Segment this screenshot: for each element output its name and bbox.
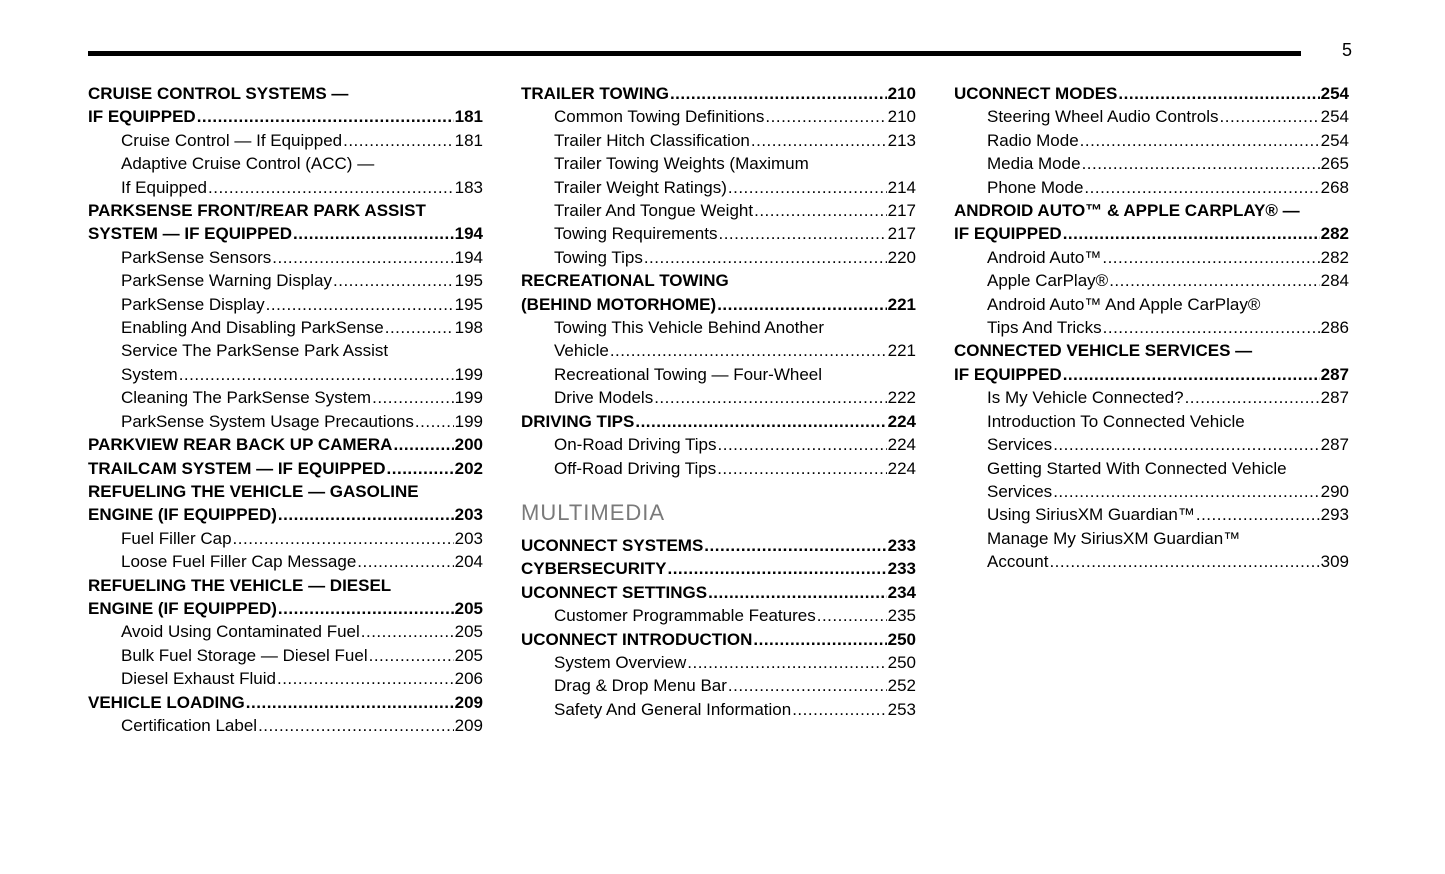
page-ref: 309 [1320, 552, 1349, 572]
toc-entry-uconnect-settings[interactable]: UCONNECT SETTINGS ..... 234 [521, 581, 916, 604]
page-ref: 233 [887, 559, 916, 579]
toc-entry-manage-siriusxm-guardian[interactable]: Manage My SiriusXM Guardian™ Account ..... 309 [954, 527, 1349, 574]
toc-column-3 [954, 82, 1349, 574]
page-ref: 290 [1320, 481, 1349, 501]
toc-entry-cruise-control-systems[interactable]: CRUISE CONTROL SYSTEMS — IF EQUIPPED ..... 181 [88, 82, 483, 129]
page-ref: 209 [454, 692, 483, 712]
toc-entry-intro-connected-vehicle-services[interactable]: Introduction To Connected Vehicle Services ..... 287 [954, 410, 1349, 457]
page-ref: 287 [1320, 388, 1349, 408]
toc-entry-recreational-towing-4wd[interactable]: Recreational Towing — Four-Wheel Drive Models ..... 222 [521, 363, 916, 410]
header-rule [88, 51, 1301, 56]
toc-entry-recreational-towing[interactable]: RECREATIONAL TOWING (BEHIND MOTORHOME) ..... 221 [521, 269, 916, 316]
page-ref: 250 [887, 629, 916, 649]
toc-entry-parksense-warning-display[interactable]: ParkSense Warning Display ..... 195 [88, 269, 483, 292]
toc-entry-off-road-driving-tips[interactable]: Off-Road Driving Tips ..... 224 [521, 457, 916, 480]
toc-entry-trailer-hitch-classification[interactable]: Trailer Hitch Classification ..... 213 [521, 129, 916, 152]
page-ref: 265 [1320, 154, 1349, 174]
page-ref: 250 [887, 652, 916, 672]
toc-entry-driving-tips[interactable]: DRIVING TIPS ..... 224 [521, 410, 916, 433]
toc-entry-media-mode[interactable]: Media Mode ..... 265 [954, 152, 1349, 175]
page-ref: 200 [454, 435, 483, 455]
toc-entry-service-parksense[interactable]: Service The ParkSense Park Assist System ..... 199 [88, 339, 483, 386]
toc-column-2 [521, 82, 916, 721]
toc-entry-android-auto[interactable]: Android Auto™ ..... 282 [954, 246, 1349, 269]
toc-entry-adaptive-cruise-control[interactable]: Adaptive Cruise Control (ACC) — If Equipped ..... 183 [88, 152, 483, 199]
toc-entry-customer-programmable-features[interactable]: Customer Programmable Features ..... 235 [521, 604, 916, 627]
page-ref: 195 [454, 294, 483, 314]
page-ref: 224 [887, 411, 916, 431]
page-ref: 234 [887, 582, 916, 602]
toc-entry-cybersecurity[interactable]: CYBERSECURITY ..... 233 [521, 557, 916, 580]
toc-entry-certification-label[interactable]: Certification Label ..... 209 [88, 714, 483, 737]
page-ref: 209 [454, 715, 483, 735]
toc-entry-phone-mode[interactable]: Phone Mode ..... 268 [954, 176, 1349, 199]
page-ref: 293 [1320, 505, 1349, 525]
toc-entry-parksense-display[interactable]: ParkSense Display ..... 195 [88, 293, 483, 316]
toc-entry-parksense-park-assist[interactable]: PARKSENSE FRONT/REAR PARK ASSIST SYSTEM — IF EQUIPPED ..... 194 [88, 199, 483, 246]
page-ref: 233 [887, 535, 916, 555]
toc-entry-drag-drop-menu-bar[interactable]: Drag & Drop Menu Bar ..... 252 [521, 674, 916, 697]
toc-entry-cleaning-parksense[interactable]: Cleaning The ParkSense System ..... 199 [88, 386, 483, 409]
page-ref: 205 [454, 622, 483, 642]
page-ref: 203 [454, 528, 483, 548]
page-ref: 198 [454, 318, 483, 338]
toc-entry-safety-general-information[interactable]: Safety And General Information ..... 253 [521, 698, 916, 721]
page-ref: 206 [454, 669, 483, 689]
section-heading-multimedia: MULTIMEDIA [521, 499, 666, 525]
toc-entry-common-towing-definitions[interactable]: Common Towing Definitions ..... 210 [521, 105, 916, 128]
toc-entry-connected-vehicle-services[interactable]: CONNECTED VEHICLE SERVICES — IF EQUIPPED ..... 287 [954, 339, 1349, 386]
toc-entry-fuel-filler-cap[interactable]: Fuel Filler Cap ..... 203 [88, 527, 483, 550]
toc-entry-apple-carplay[interactable]: Apple CarPlay® ..... 284 [954, 269, 1349, 292]
toc-entry-diesel-exhaust-fluid[interactable]: Diesel Exhaust Fluid ..... 206 [88, 667, 483, 690]
toc-entry-towing-tips[interactable]: Towing Tips ..... 220 [521, 246, 916, 269]
page-ref: 221 [887, 341, 916, 361]
page-ref: 254 [1320, 107, 1349, 127]
toc-entry-radio-mode[interactable]: Radio Mode ..... 254 [954, 129, 1349, 152]
toc-entry-refueling-diesel[interactable]: REFUELING THE VEHICLE — DIESEL ENGINE (IF EQUIPPED) ..... 205 [88, 574, 483, 621]
toc-entry-uconnect-introduction[interactable]: UCONNECT INTRODUCTION ..... 250 [521, 628, 916, 651]
page-ref: 213 [887, 130, 916, 150]
page-ref: 183 [454, 177, 483, 197]
page-ref: 205 [454, 645, 483, 665]
toc-entry-uconnect-systems[interactable]: UCONNECT SYSTEMS ..... 233 [521, 534, 916, 557]
page-ref: 284 [1320, 271, 1349, 291]
page-ref: 254 [1320, 84, 1349, 103]
toc-entry-android-auto-apple-carplay[interactable]: ANDROID AUTO™ & APPLE CARPLAY® — IF EQUIPPED ..... 282 [954, 199, 1349, 246]
toc-entry-using-siriusxm-guardian[interactable]: Using SiriusXM Guardian™ ..... 293 [954, 503, 1349, 526]
toc-entry-cruise-control[interactable]: Cruise Control — If Equipped ..... 181 [88, 129, 483, 152]
toc-entry-trailer-towing[interactable]: TRAILER TOWING ..... 210 [521, 82, 916, 105]
page-ref: 224 [887, 435, 916, 455]
page-ref: 254 [1320, 130, 1349, 150]
page-ref: 217 [887, 224, 916, 244]
toc-entry-steering-wheel-audio-controls[interactable]: Steering Wheel Audio Controls ..... 254 [954, 105, 1349, 128]
page-ref: 252 [887, 676, 916, 696]
page-ref: 199 [454, 388, 483, 408]
page-ref: 203 [454, 505, 483, 525]
page-ref: 222 [887, 388, 916, 408]
page-ref: 282 [1320, 247, 1349, 267]
toc-column-1 [88, 82, 483, 737]
page-ref: 181 [454, 107, 483, 127]
page-ref: 235 [887, 606, 916, 626]
toc-entry-parksense-sensors[interactable]: ParkSense Sensors ..... 194 [88, 246, 483, 269]
toc-entry-android-carplay-tips[interactable]: Android Auto™ And Apple CarPlay® Tips And Tricks ..... 286 [954, 293, 1349, 340]
page-ref: 202 [454, 458, 483, 478]
toc-entry-is-my-vehicle-connected[interactable]: Is My Vehicle Connected? ..... 287 [954, 386, 1349, 409]
page-ref: 286 [1320, 318, 1349, 338]
toc-entry-enabling-disabling-parksense[interactable]: Enabling And Disabling ParkSense ..... 198 [88, 316, 483, 339]
toc-entry-loose-fuel-filler-cap[interactable]: Loose Fuel Filler Cap Message ..... 204 [88, 550, 483, 573]
page-ref: 204 [454, 552, 483, 572]
toc-entry-parksense-precautions[interactable]: ParkSense System Usage Precautions ..... 199 [88, 410, 483, 433]
toc-entry-vehicle-loading[interactable]: VEHICLE LOADING ..... 209 [88, 691, 483, 714]
toc-entry-getting-started-connected-vehicle[interactable]: Getting Started With Connected Vehicle Services ..... 290 [954, 457, 1349, 504]
page-ref: 214 [887, 177, 916, 197]
page-ref: 199 [454, 411, 483, 431]
page-ref: 220 [887, 247, 916, 267]
toc-entry-trailer-tongue-weight[interactable]: Trailer And Tongue Weight ..... 217 [521, 199, 916, 222]
page-ref: 268 [1320, 177, 1349, 197]
toc-entry-system-overview[interactable]: System Overview ..... 250 [521, 651, 916, 674]
page-ref: 181 [454, 130, 483, 150]
page-ref: 194 [454, 247, 483, 267]
page-ref: 224 [887, 458, 916, 478]
toc-entry-towing-behind-vehicle[interactable]: Towing This Vehicle Behind Another Vehicle ..... 221 [521, 316, 916, 363]
page-ref: 205 [454, 598, 483, 618]
toc-entry-towing-requirements[interactable]: Towing Requirements ..... 217 [521, 222, 916, 245]
page-ref: 210 [887, 107, 916, 127]
toc-entry-trailer-towing-weights[interactable]: Trailer Towing Weights (Maximum Trailer Weight Ratings) ..... 214 [521, 152, 916, 199]
page-ref: 194 [454, 224, 483, 244]
page-ref: 217 [887, 201, 916, 221]
toc-entry-parkview-camera[interactable]: PARKVIEW REAR BACK UP CAMERA ..... 200 [88, 433, 483, 456]
toc-entry-on-road-driving-tips[interactable]: On-Road Driving Tips ..... 224 [521, 433, 916, 456]
page-ref: 287 [1320, 435, 1349, 455]
toc-entry-trailcam-system[interactable]: TRAILCAM SYSTEM — IF EQUIPPED ..... 202 [88, 457, 483, 480]
toc-entry-refueling-gasoline[interactable]: REFUELING THE VEHICLE — GASOLINE ENGINE (IF EQUIPPED) ..... 203 [88, 480, 483, 527]
page-ref: 199 [454, 364, 483, 384]
page-ref: 195 [454, 271, 483, 291]
page-ref: 221 [887, 294, 916, 314]
page-ref: 210 [887, 84, 916, 103]
toc-entry-bulk-fuel-storage[interactable]: Bulk Fuel Storage — Diesel Fuel ..... 205 [88, 644, 483, 667]
toc-entry-contaminated-fuel[interactable]: Avoid Using Contaminated Fuel ..... 205 [88, 620, 483, 643]
page-number: 5 [1341, 40, 1352, 60]
page-ref: 253 [887, 699, 916, 719]
page-ref: 282 [1320, 224, 1349, 244]
toc-entry-uconnect-modes[interactable]: UCONNECT MODES ..... 254 [954, 82, 1349, 105]
page-ref: 287 [1320, 364, 1349, 384]
